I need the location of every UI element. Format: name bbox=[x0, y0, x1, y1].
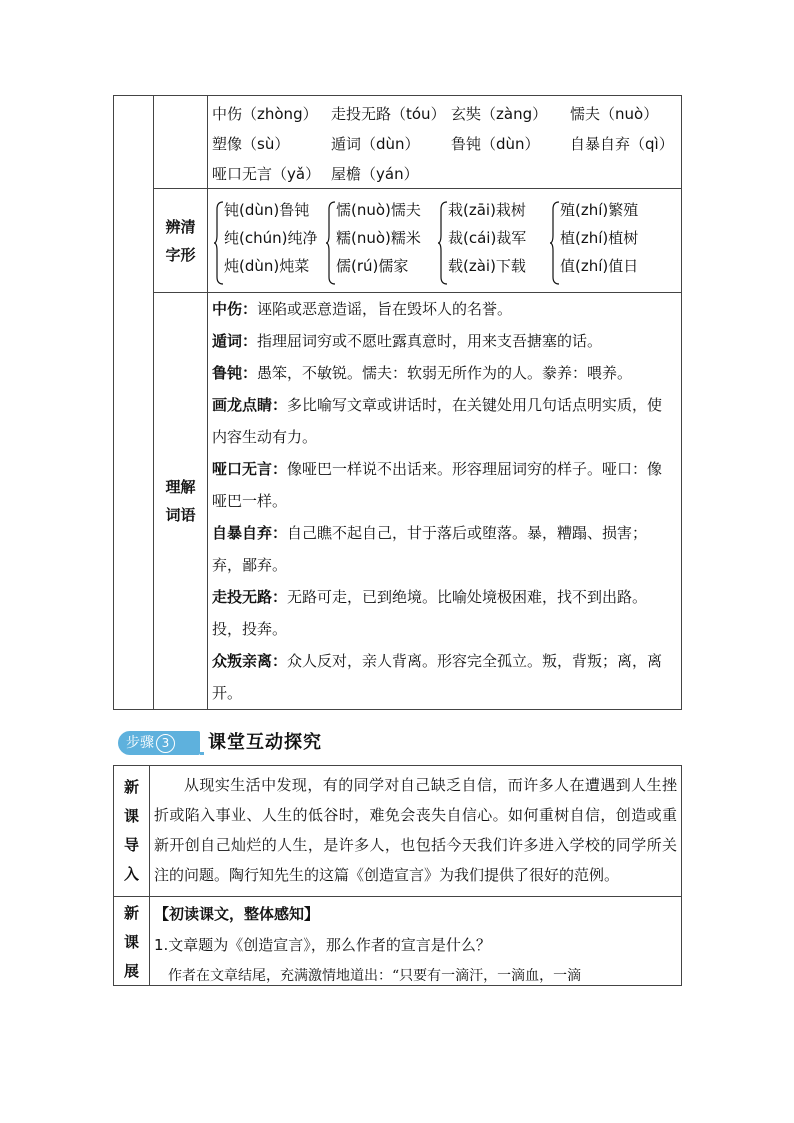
char-group bbox=[214, 199, 326, 287]
step-title: 课堂互动探究 bbox=[208, 732, 322, 753]
extend-cell bbox=[150, 897, 682, 986]
char-group bbox=[326, 199, 438, 287]
vocab-word: 自暴自弃（qì） bbox=[570, 135, 674, 153]
answer-text: 作者在文章结尾，充满激情地道出：“只要有一滴汗，一滴血，一滴 bbox=[168, 968, 582, 984]
definition-text: 无路可走，已到绝境。比喻处境极困难，找不到出路。投，投奔。 bbox=[212, 588, 648, 638]
definition-term: 哑口无言： bbox=[212, 460, 288, 478]
definition-text: 愚笨，不敏锐。懦夫：软弱无所作为的人。豢养：喂养。 bbox=[257, 364, 633, 382]
step-connector bbox=[200, 752, 204, 755]
definitions-list bbox=[208, 293, 681, 709]
char-entry: 载(zài)下载 bbox=[448, 257, 526, 275]
char-entry: 炖(dùn)炖菜 bbox=[224, 257, 310, 275]
vocab-word: 中伤（zhòng） bbox=[212, 105, 318, 123]
intro-label: 新课导入 bbox=[124, 778, 140, 883]
char-section-label bbox=[154, 189, 208, 293]
definition-term: 自暴自弃： bbox=[212, 524, 288, 542]
definition-text: 像哑巴一样说不出话来。形容理屈词穷的样子。哑口：像哑巴一样。 bbox=[212, 460, 663, 510]
definition-item bbox=[212, 581, 675, 645]
lesson-table bbox=[113, 765, 682, 986]
vocab-word: 屋檐（yán） bbox=[331, 165, 419, 183]
vocab-word: 遁词（dùn） bbox=[331, 135, 420, 153]
intro-paragraph: 从现实生活中发现，有的同学对自己缺乏自信，而许多人在遭遇到人生挫折或陷入事业、人生的低谷时，难免会丧失自信心。如何重树自信，创造或重新开创自己灿烂的人生，是许多人，也包括今天我们许多进入学校的同学所关注的问题。陶行知先生的这篇《创造宣言》为我们提供了很好的范例。 bbox=[154, 776, 677, 884]
vocab-word: 哑口无言（yǎ） bbox=[212, 165, 321, 183]
char-entry: 纯(chún)纯净 bbox=[224, 229, 318, 247]
question-text: 1.文章题为《创造宣言》，那么作者的宣言是什么？ bbox=[154, 936, 491, 954]
step-badge-label: 步骤 bbox=[126, 735, 154, 751]
words-label-cell bbox=[154, 96, 208, 189]
char-entry: 殖(zhí)繁殖 bbox=[560, 201, 639, 219]
definition-text: 自己瞧不起自己，甘于落后或堕落。暴，糟蹋、损害；弃，鄙弃。 bbox=[212, 524, 648, 574]
definition-term: 走投无路： bbox=[212, 588, 288, 606]
brace-icon bbox=[326, 201, 336, 285]
char-entry: 钝(dùn)鲁钝 bbox=[224, 201, 310, 219]
definition-item bbox=[212, 293, 675, 325]
char-entry: 植(zhí)植树 bbox=[560, 229, 639, 247]
definition-term: 中伤： bbox=[212, 300, 258, 318]
definition-item bbox=[212, 645, 675, 709]
pronunciation-cell bbox=[208, 96, 682, 189]
definition-term: 众叛亲离： bbox=[212, 652, 288, 670]
char-entry: 懦(nuò)懦夫 bbox=[336, 201, 421, 219]
char-entry: 儒(rú)儒家 bbox=[336, 257, 409, 275]
step-badge bbox=[118, 731, 200, 755]
definition-item bbox=[212, 325, 675, 357]
char-entry: 裁(cái)裁军 bbox=[448, 229, 527, 247]
char-entry: 值(zhí)值日 bbox=[560, 257, 639, 275]
vocab-word: 玄奘（zàng） bbox=[451, 105, 548, 123]
vocab-word: 塑像（sù） bbox=[212, 135, 290, 153]
char-group bbox=[550, 199, 662, 287]
definition-term: 遁词： bbox=[212, 332, 258, 350]
brace-icon bbox=[438, 201, 448, 285]
definition-term: 鲁钝： bbox=[212, 364, 258, 382]
definition-item bbox=[212, 389, 675, 453]
brace-icon bbox=[214, 201, 224, 285]
intro-cell bbox=[150, 766, 682, 897]
definition-item bbox=[212, 357, 675, 389]
definition-item bbox=[212, 517, 675, 581]
char-group bbox=[438, 199, 550, 287]
char-groups-cell bbox=[208, 189, 682, 293]
vocab-table bbox=[113, 95, 682, 710]
step-number: 3 bbox=[156, 734, 175, 753]
brace-icon bbox=[550, 201, 560, 285]
definitions-cell bbox=[208, 293, 682, 710]
def-section-label bbox=[154, 293, 208, 710]
definition-item bbox=[212, 453, 675, 517]
table-left-margin-cell bbox=[114, 96, 154, 710]
def-section-label-text: 理解词语 bbox=[165, 478, 196, 524]
intro-label-cell bbox=[114, 766, 150, 897]
definition-text: 众人反对，亲人背离。形容完全孤立。叛，背叛；离，离开。 bbox=[212, 652, 663, 702]
definition-text: 诬陷或恶意造谣，旨在毁坏人的名誉。 bbox=[257, 300, 513, 318]
char-entry: 栽(zāi)栽树 bbox=[448, 201, 526, 219]
extend-label-cell bbox=[114, 897, 150, 986]
vocab-word: 鲁钝（dùn） bbox=[451, 135, 540, 153]
definition-term: 画龙点睛： bbox=[212, 396, 288, 414]
definition-text: 指理屈词穷或不愿吐露真意时，用来支吾搪塞的话。 bbox=[257, 332, 603, 350]
char-entry: 糯(nuò)糯米 bbox=[336, 229, 421, 247]
definition-text: 多比喻写文章或讲话时，在关键处用几句话点明实质，使内容生动有力。 bbox=[212, 396, 663, 446]
char-section-label-text: 辨清字形 bbox=[165, 217, 196, 264]
extend-label: 新课展 bbox=[124, 904, 139, 980]
vocab-word: 懦夫（nuò） bbox=[570, 105, 659, 123]
vocab-word: 走投无路（tóu） bbox=[331, 105, 446, 123]
section-heading: 【初读课文，整体感知】 bbox=[154, 905, 320, 923]
